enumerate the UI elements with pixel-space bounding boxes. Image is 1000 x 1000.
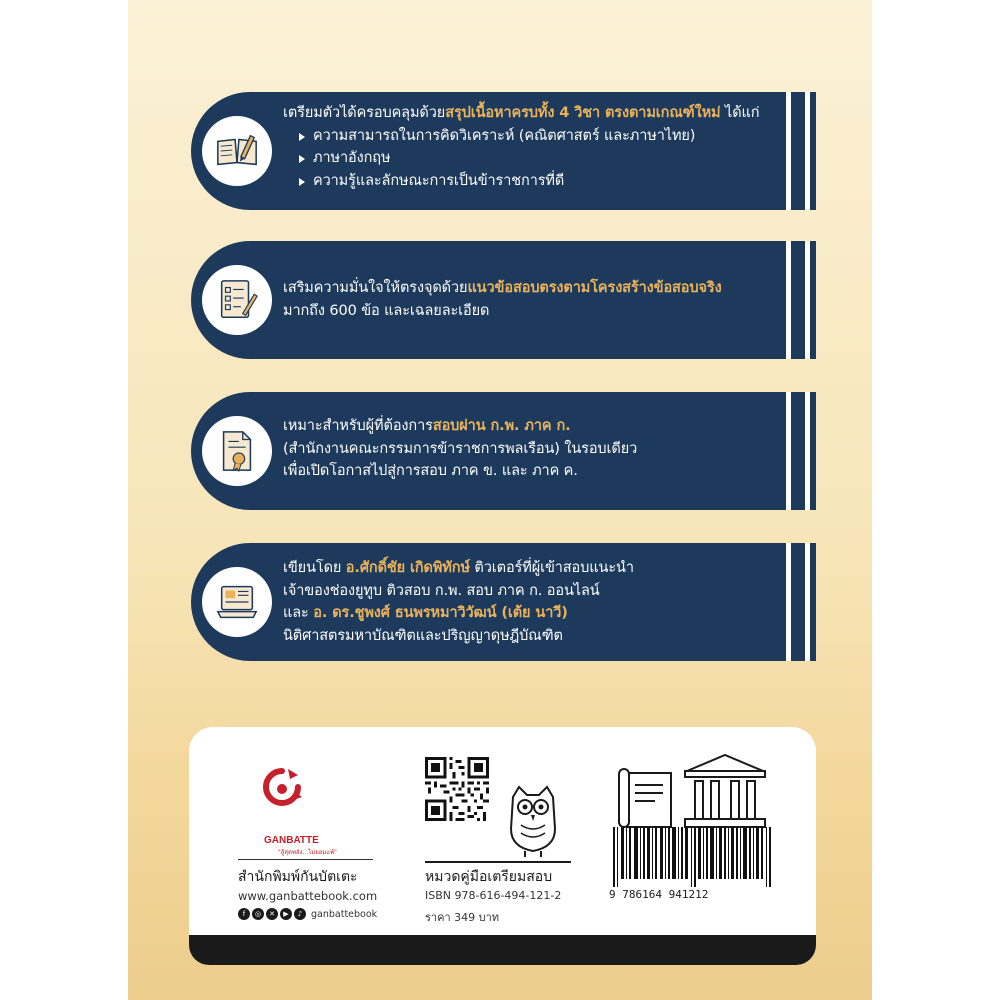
intro-text: เหมาะสำหรับผู้ที่ต้องการ: [283, 418, 433, 434]
bottom-bar: [189, 935, 816, 965]
tiktok-icon: ♪: [294, 908, 306, 920]
subject-list: [283, 125, 774, 193]
divider: [425, 861, 571, 863]
list-item: ความรู้และลักษณะการเป็นข้าราชการที่ดี: [299, 170, 774, 193]
ganbatte-logo-icon: [260, 765, 306, 807]
list-item: ความสามารถในการคิดวิเคราะห์ (คณิตศาสตร์ และภาษาไทย): [299, 125, 774, 148]
intro-tail: ได้แก่: [720, 105, 760, 121]
qr-code-icon: [425, 757, 489, 821]
book-category: หมวดคู่มือเตรียมสอบ: [425, 869, 553, 885]
list-item: ภาษาอังกฤษ: [299, 147, 774, 170]
feature-line: [283, 557, 774, 580]
intro-text: เขียนโดย: [283, 560, 346, 576]
intro-text: เตรียมตัวได้ครอบคลุมด้วย: [283, 105, 446, 121]
social-links: [238, 908, 377, 920]
barcode-icon: [609, 827, 779, 887]
publisher-name: สำนักพิมพ์กันบัตเตะ: [238, 869, 358, 885]
feature-line: [283, 277, 774, 300]
intro-text: และ: [283, 605, 314, 621]
feature-icon-circle: [202, 567, 272, 637]
feature-band-practice: [191, 241, 802, 359]
feature-line: (สำนักงานคณะกรรมการข้าราชการพลเรือน) ในรอบเดียว: [283, 440, 638, 457]
feature-line: มากถึง 600 ข้อ และเฉลยละเอียด: [283, 302, 490, 319]
barcode-block: [609, 751, 779, 911]
owl-mascot-icon: [503, 781, 563, 859]
book-pencil-icon: [214, 128, 260, 174]
facebook-icon: f: [238, 908, 250, 920]
laptop-icon: [214, 579, 260, 625]
feature-icon-circle: [202, 116, 272, 186]
checklist-pencil-icon: [214, 277, 260, 323]
instagram-icon: ◎: [252, 908, 264, 920]
feature-line: [283, 415, 774, 438]
youtube-icon: ▶: [280, 908, 292, 920]
publisher-logo-text: GANBATTE: [264, 835, 319, 846]
certificate-icon: [214, 428, 260, 474]
x-icon: ✕: [266, 908, 278, 920]
feature-line: เพื่อเปิดโอกาสไปสู่การสอบ ภาค ข. และ ภาค ค.: [283, 463, 578, 479]
info-panel: [189, 727, 816, 965]
highlight-text: สรุปเนื้อหาครบทั้ง 4 วิชา ตรงตามเกณฑ์ใหม่: [445, 105, 721, 121]
barcode-number: 9 786164 941212: [609, 888, 709, 901]
feature-intro: [283, 102, 774, 125]
feature-text: [283, 277, 774, 322]
price-text: ราคา 349 บาท: [425, 911, 500, 924]
intro-tail: ติวเตอร์ที่ผู้เข้าสอบแนะนำ: [469, 560, 634, 576]
highlight-text: แนวข้อสอบตรงตามโครงสร้างข้อสอบจริง: [467, 280, 722, 296]
feature-band-content: [191, 92, 802, 210]
feature-icon-circle: [202, 265, 272, 335]
publisher-block: [238, 765, 378, 920]
feature-band-target: [191, 392, 802, 510]
social-handle: ganbattebook: [311, 908, 378, 920]
highlight-text: สอบผ่าน ก.พ. ภาค ก.: [432, 418, 571, 434]
feature-band-authors: [191, 543, 802, 661]
highlight-text: อ.ศักดิ์ชัย เกิดพิทักษ์: [345, 560, 470, 576]
divider: [238, 859, 373, 860]
feature-line: [283, 602, 774, 625]
feature-line: นิติศาสตรมหาบัณฑิตและปริญญาดุษฎีบัณฑิต: [283, 627, 563, 644]
publisher-tagline: "สู้สุดพลัง...ไม่ยอมแพ้": [278, 849, 337, 856]
isbn-text: ISBN 978-616-494-121-2: [425, 889, 562, 902]
feature-text: [283, 557, 774, 647]
building-illustration-icon: [609, 751, 779, 831]
feature-line: เจ้าของช่องยูทูบ ติวสอบ ก.พ. สอบ ภาค ก. ออนไลน์: [283, 582, 600, 599]
intro-text: เสริมความมั่นใจให้ตรงจุดด้วย: [283, 280, 468, 296]
publisher-website: www.ganbattebook.com: [238, 889, 378, 903]
highlight-text: อ. ดร.ชูพงศ์ ธนพรหมาวิวัฒน์ (เต้ย นาวี): [313, 605, 568, 621]
feature-text: [283, 102, 774, 192]
feature-icon-circle: [202, 416, 272, 486]
feature-text: [283, 415, 774, 483]
